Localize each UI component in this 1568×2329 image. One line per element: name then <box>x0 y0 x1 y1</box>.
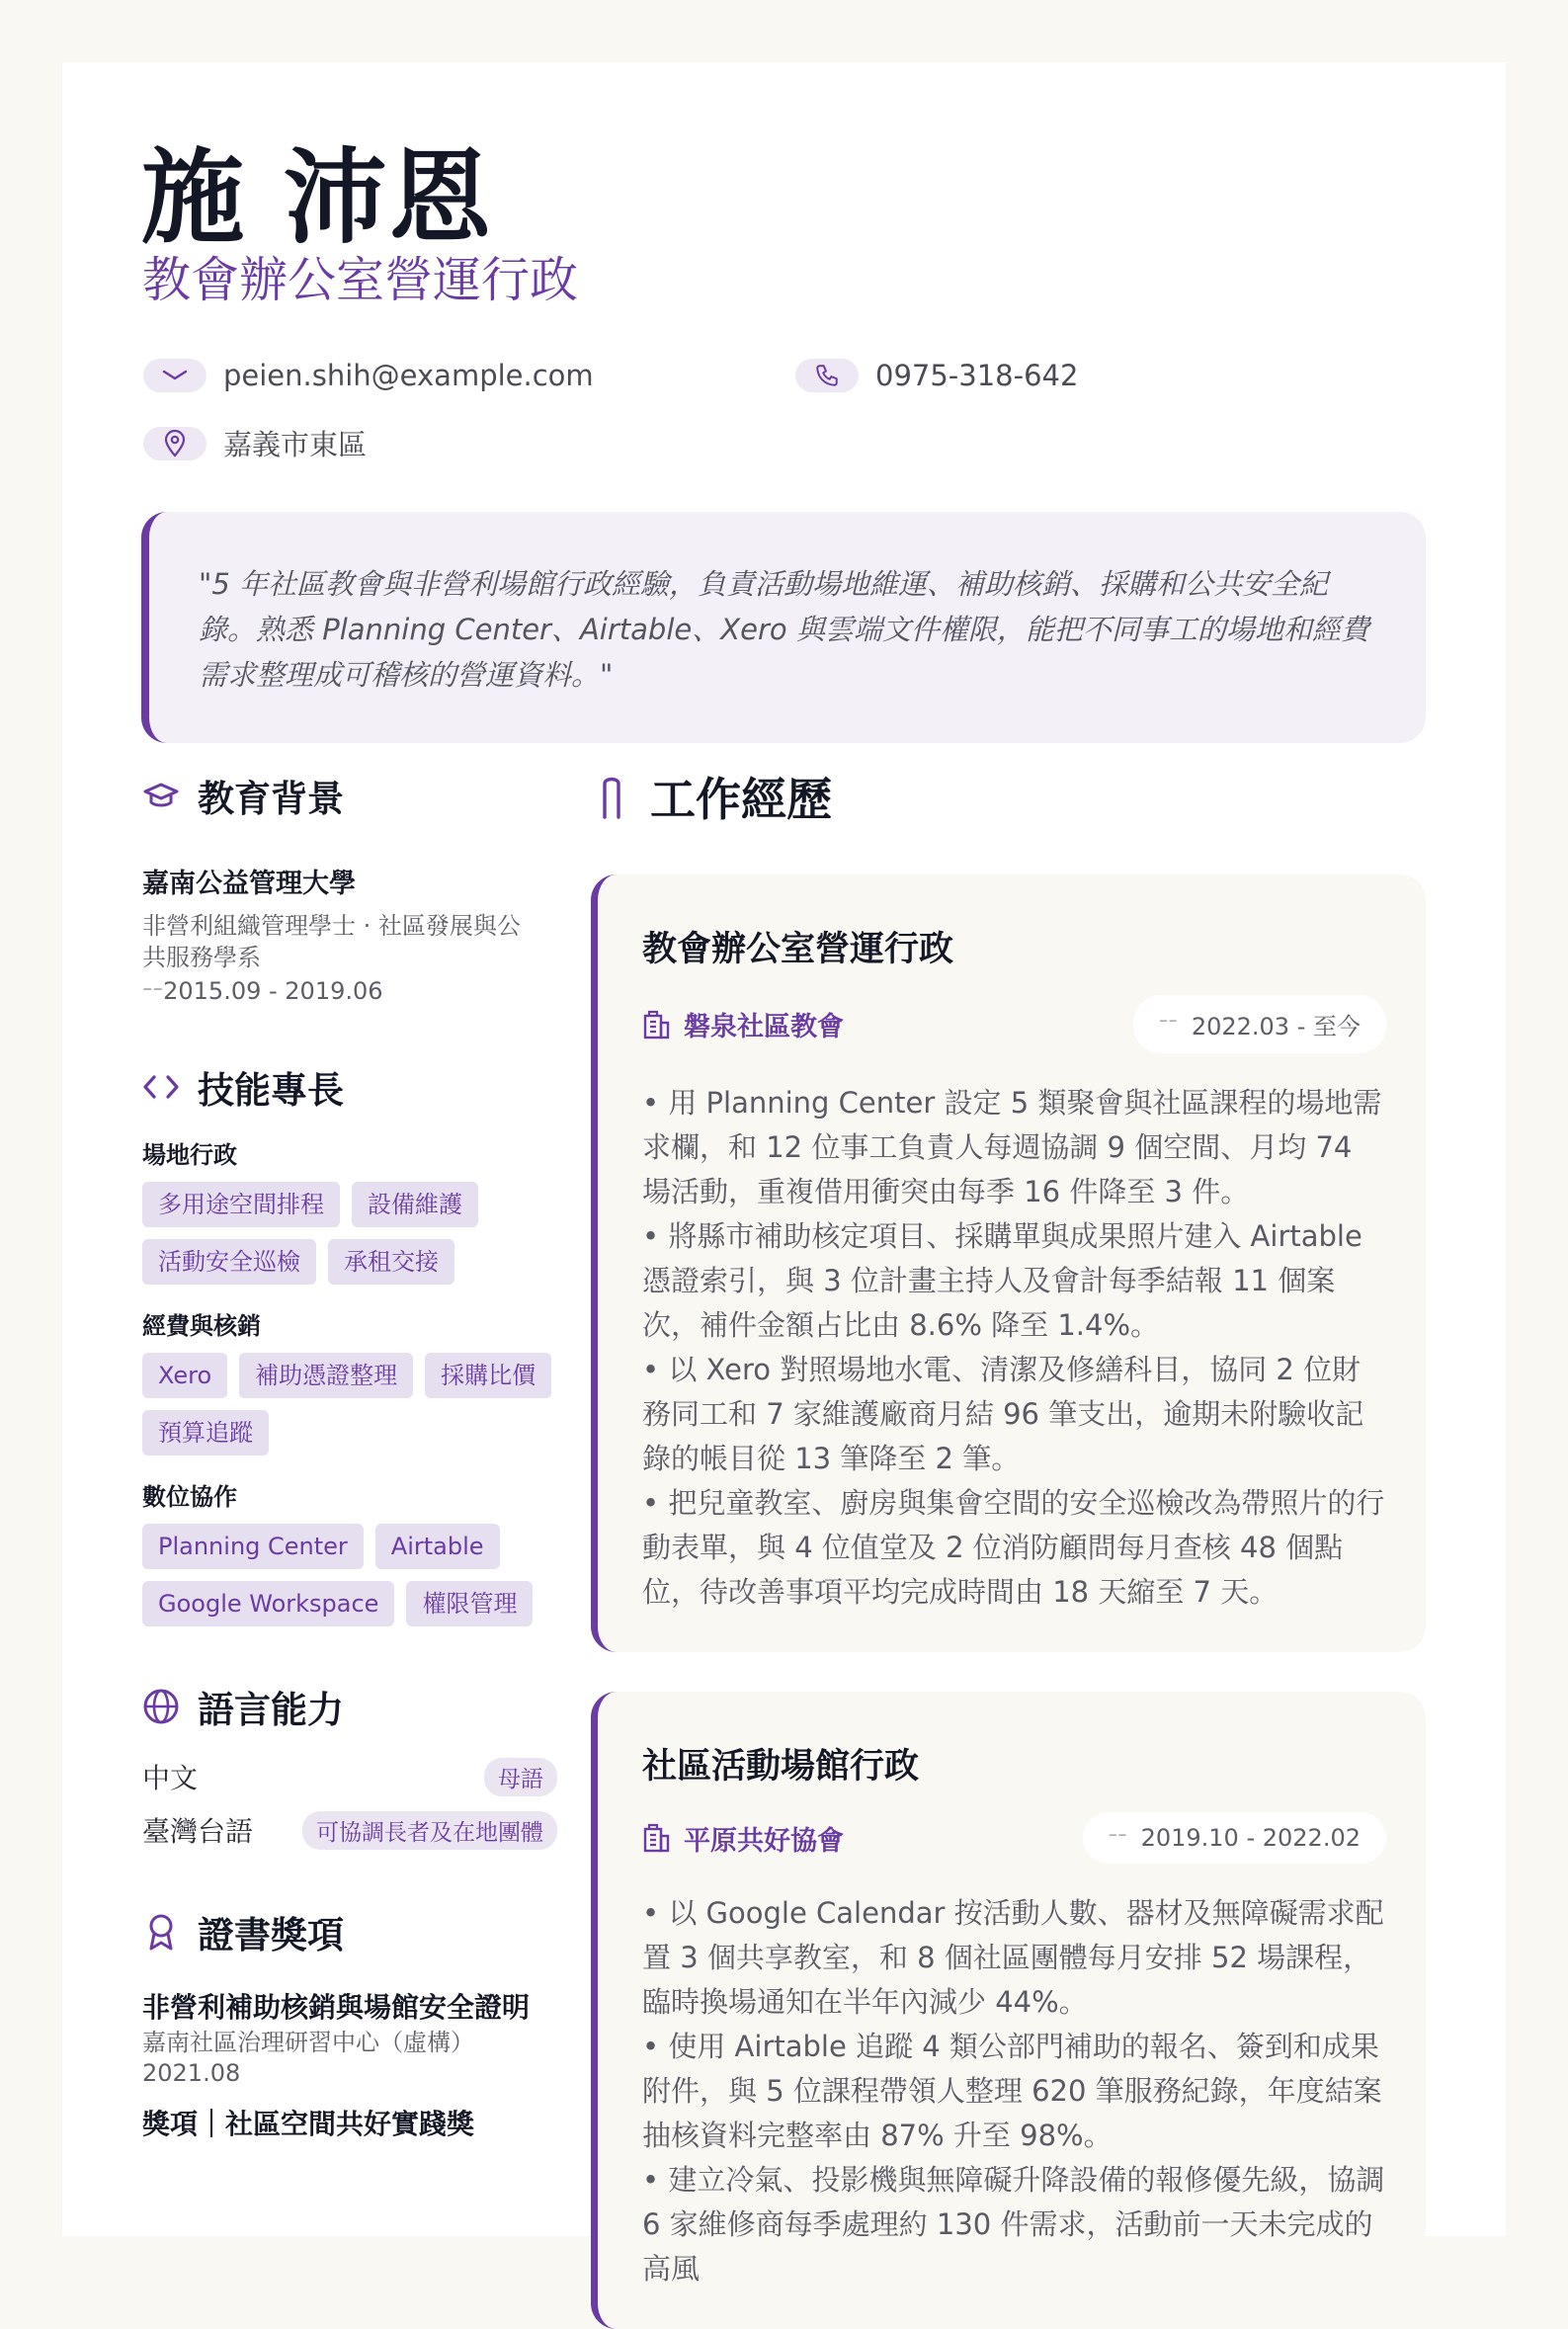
education-school: 嘉南公益管理大學 <box>142 869 356 899</box>
job-card <box>591 1692 1426 2329</box>
skill-tag: 活動安全巡檢 <box>142 1239 316 1285</box>
calendar-icon: ⁻⁻ <box>1108 1827 1127 1849</box>
skill-tag: 承租交接 <box>328 1239 454 1285</box>
job-bullet: • 使用 Airtable 追蹤 4 類公部門補助的報名、簽到和成果附件，與 5 位課程帶領人整理 620 筆服務紀錄，年度結案抽核資料完整率由 87% 升至 98%。 <box>642 2030 1382 2152</box>
person-name: 施 沛恩 <box>141 137 494 258</box>
education-degree: 非營利組織管理學士 · 社區發展與公共服務學系 <box>142 912 521 971</box>
calendar-icon: ⁻⁻ <box>1158 1014 1178 1035</box>
language-name: 中文 <box>142 1762 199 1794</box>
work-heading-text: 工作經歷 <box>650 773 832 826</box>
skill-tag: Google Workspace <box>142 1581 394 1626</box>
location-text: 嘉義市東區 <box>223 428 368 461</box>
resume-page <box>62 62 1506 2286</box>
skill-tag: 補助憑證整理 <box>239 1353 413 1398</box>
job-bullet: • 將縣市補助核定項目、採購單與成果照片建入 Airtable 憑證索引，與 3 位計畫主持人及會計每季結報 11 個案次，補件金額占比由 8.6% 降至 1.4%。 <box>642 1219 1362 1342</box>
education-heading-text: 教育背景 <box>198 778 344 820</box>
language-level: 母語 <box>484 1758 557 1796</box>
email-text: peien.shih@example.com <box>223 359 594 392</box>
job-title: 教會辦公室營運行政 <box>642 930 954 969</box>
right-column <box>591 764 1426 2329</box>
skill-group-venue <box>142 1135 557 1285</box>
award-ribbon-icon <box>142 1912 180 1952</box>
job-bullet: • 以 Xero 對照場地水電、清潔及修繕科目，協同 2 位財務同工和 7 家維護廠商月結 96 筆支出，逾期未附驗收記錄的帳目從 13 筆降至 2 筆。 <box>642 1353 1364 1475</box>
certs-heading-text: 證書獎項 <box>198 1914 344 1956</box>
job-org-name: 磐泉社區教會 <box>684 1012 844 1042</box>
job-date-text: 2019.10 - 2022.02 <box>1140 1824 1361 1852</box>
job-date <box>1083 1812 1386 1864</box>
cert-title: 非營利補助核銷與場館安全證明 <box>142 1991 531 2024</box>
skills-heading-text: 技能專長 <box>198 1069 344 1112</box>
job-date <box>1133 995 1386 1053</box>
skill-group-finance <box>142 1306 557 1456</box>
job-bullets <box>642 1081 1386 1615</box>
skill-tag: Airtable <box>375 1524 500 1569</box>
job-bullet: • 以 Google Calendar 按活動人數、器材及無障礙需求配置 3 個共享教室，和 8 個社區團體每月安排 52 場課程，臨時換場通知在半年內減少 44%。 <box>642 1896 1384 2019</box>
education-date <box>142 977 557 1005</box>
job-date-text: 2022.03 - 至今 <box>1191 1013 1361 1040</box>
job-org <box>642 1819 844 1858</box>
language-name: 臺灣台語 <box>142 1815 254 1848</box>
contact-email[interactable] <box>143 359 594 392</box>
skill-category: 經費與核銷 <box>142 1312 261 1340</box>
skill-category: 數位協作 <box>142 1483 237 1511</box>
briefcase-icon <box>601 774 622 819</box>
phone-icon <box>795 359 859 392</box>
job-bullets <box>642 1891 1386 2291</box>
skill-tag: 多用途空間排程 <box>142 1182 340 1227</box>
job-card <box>591 874 1426 1652</box>
language-level: 可協調長者及在地團體 <box>302 1811 557 1850</box>
skill-tag: Planning Center <box>142 1524 364 1569</box>
certs-heading <box>142 1905 557 1958</box>
phone-text: 0975-318-642 <box>875 359 1079 392</box>
job-org-name: 平原共好協會 <box>684 1825 844 1857</box>
cert-issuer: 嘉南社區治理研習中心（虛構） <box>142 2029 474 2056</box>
job-bullet: • 建立冷氣、投影機與無障礙升降設備的報修優先級，協調 6 家維修商每季處理約 130 件需求，活動前一天未完成的高風 <box>642 2163 1385 2286</box>
job-bullet: • 用 Planning Center 設定 5 類聚會與社區課程的場地需求欄，和 12 位事工負責人每週協調 9 個空間、月均 74 場活動，重複借用衝突由每季 16 件降至 3 件。 <box>642 1086 1382 1208</box>
award-title: 獎項｜社區空間共好實踐獎 <box>142 2108 475 2140</box>
calendar-icon: ⁻⁻ <box>142 980 164 1004</box>
education-date-text: 2015.09 - 2019.06 <box>163 977 383 1005</box>
contact-phone[interactable] <box>795 359 1078 392</box>
language-row <box>142 1810 557 1850</box>
languages-heading <box>142 1680 557 1733</box>
languages-heading-text: 語言能力 <box>198 1689 344 1731</box>
skills-heading <box>142 1060 557 1114</box>
globe-icon <box>142 1688 180 1725</box>
skill-group-digital <box>142 1477 557 1626</box>
work-heading <box>601 764 1426 829</box>
job-bullet: • 把兒童教室、廚房與集會空間的安全巡檢改為帶照片的行動表單，與 4 位值堂及 2 位消防顧問每月查核 48 個點位，待改善事項平均完成時間由 18 天縮至 7 天。 <box>642 1486 1385 1609</box>
code-brackets-icon <box>142 1072 180 1102</box>
skill-tag: 採購比價 <box>425 1353 551 1398</box>
cert-date: 2021.08 <box>142 2059 241 2087</box>
building-icon <box>642 1010 670 1040</box>
skill-tag: Xero <box>142 1353 227 1398</box>
job-title: 社區活動場館行政 <box>642 1747 920 1787</box>
language-row <box>142 1757 557 1796</box>
education-heading <box>142 769 557 822</box>
map-pin-icon <box>143 427 206 460</box>
building-icon <box>642 1823 670 1853</box>
skill-tag: 設備維護 <box>352 1182 478 1227</box>
person-role: 教會辦公室營運行政 <box>142 252 579 308</box>
job-org <box>642 1005 844 1043</box>
skill-tag: 預算追蹤 <box>142 1410 269 1456</box>
summary-quote: "5 年社區教會與非營利場館行政經驗，負責活動場地維運、補助核銷、採購和公共安全紀錄。熟悉 Planning Center、Airtable、Xero 與雲端文件權限，能把不同事工的場地和經費需求整理成可稽核的營運資料。" <box>141 512 1426 743</box>
envelope-icon <box>143 359 206 392</box>
graduation-cap-icon <box>142 781 180 810</box>
contact-location <box>143 423 367 463</box>
skill-tag: 權限管理 <box>406 1581 533 1626</box>
skill-category: 場地行政 <box>142 1141 237 1169</box>
left-column <box>142 769 557 2144</box>
